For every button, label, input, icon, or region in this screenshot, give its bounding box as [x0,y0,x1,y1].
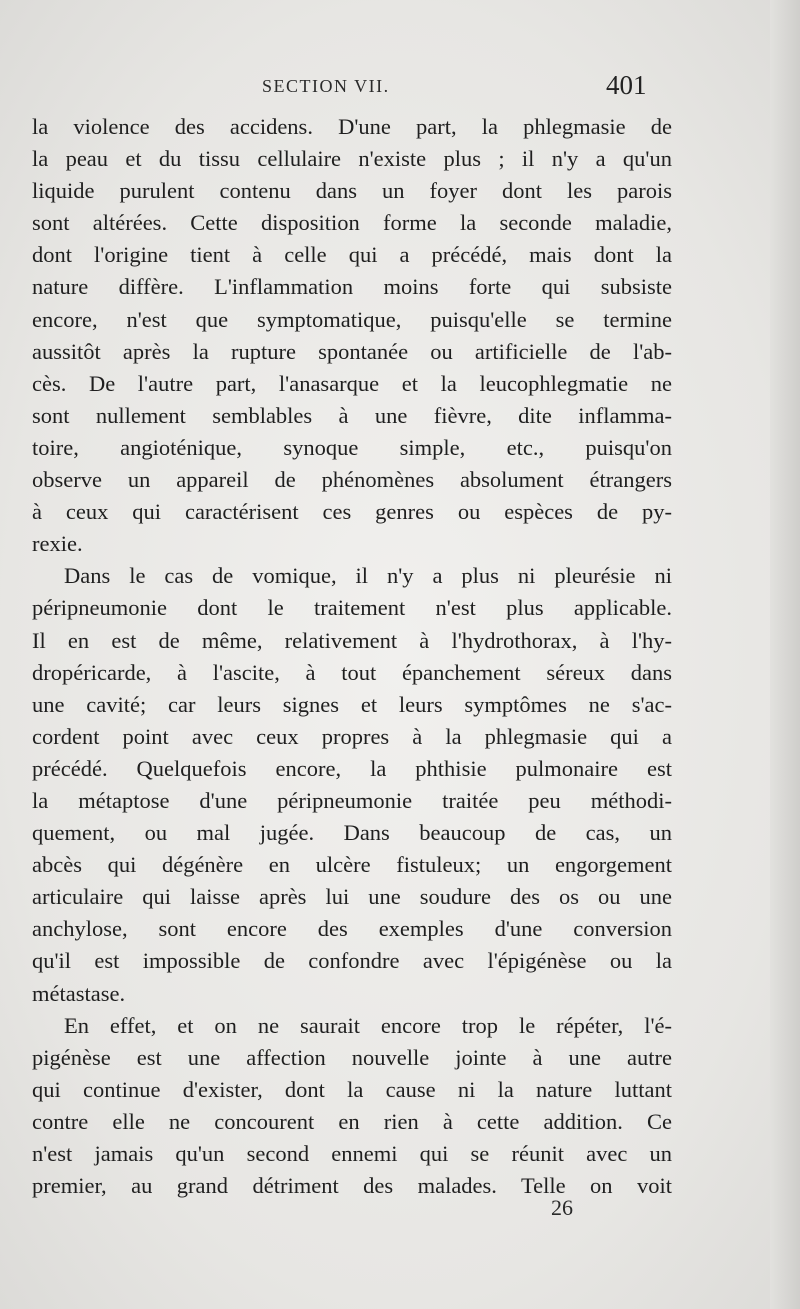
text-line: une cavité; car leurs signes et leurs symptômes ne s'ac- [32,691,672,717]
text-line: quement, ou mal jugée. Dans beaucoup de cas, un [32,820,672,846]
text-line: à ceux qui caractérisent ces genres ou espèces de py- [32,499,672,525]
text-line: liquide purulent contenu dans un foyer dont les parois [32,178,672,204]
text-line: qui continue d'exister, dont la cause ni la nature luttant [32,1076,672,1102]
signature-mark: 26 [551,1195,573,1220]
page-number: 401 [606,70,647,100]
text-line: nature diffère. L'inflammation moins forte qui subsiste [32,274,672,300]
text-line: abcès qui dégénère en ulcère fistuleux; un engorgement [32,852,672,878]
page-gutter [770,0,800,1309]
body-text [32,111,672,1202]
text-line: sont altérées. Cette disposition forme la seconde maladie, [32,210,672,236]
text-line: sont nullement semblables à une fièvre, dite inflamma- [32,402,672,428]
text-line: cès. De l'autre part, l'anasarque et la leucophlegmatie ne [32,370,672,396]
text-line: Dans le cas de vomique, il n'y a plus ni pleurésie ni [64,563,672,589]
text-line: pigénèse est une affection nouvelle jointe à une autre [32,1044,672,1070]
text-line: contre elle ne concourent en rien à cette addition. Ce [32,1108,672,1134]
text-line: la violence des accidens. D'une part, la phlegmasie de [32,114,672,139]
text-line: premier, au grand détriment des malades. Telle on voit [32,1173,672,1199]
text-line: toire, angioténique, synoque simple, etc., puisqu'on [32,434,672,460]
text-line: En effet, et on ne saurait encore trop le répéter, l'é- [64,1012,672,1038]
text-line: la métaptose d'une péripneumonie traitée peu méthodi- [32,787,672,813]
text-line: précédé. Quelquefois encore, la phthisie pulmonaire est [32,755,672,781]
text-line: dont l'origine tient à celle qui a précédé, mais dont la [32,242,672,268]
text-line: dropéricarde, à l'ascite, à tout épanchement séreux dans [32,659,672,685]
text-line: rexie. [32,531,83,557]
section-label: SECTION VII. [262,76,390,96]
text-line: métastase. [32,980,126,1006]
text-line: qu'il est impossible de confondre avec l'épigénèse ou la [32,948,672,974]
text-line: observe un appareil de phénomènes absolument étrangers [32,467,672,493]
text-line: péripneumonie dont le traitement n'est plus applicable. [32,595,672,621]
text-line: Il en est de même, relativement à l'hydrothorax, à l'hy- [32,627,672,653]
running-head [0,70,800,106]
text-line: encore, n'est que symptomatique, puisqu'elle se termine [32,306,672,332]
text-line: anchylose, sont encore des exemples d'une conversion [32,916,672,942]
text-line: cordent point avec ceux propres à la phlegmasie qui a [32,723,672,749]
text-line: n'est jamais qu'un second ennemi qui se réunit avec un [32,1141,672,1166]
text-line: aussitôt après la rupture spontanée ou artificielle de l'ab- [32,338,672,364]
text-line: articulaire qui laisse après lui une soudure des os ou une [32,884,672,910]
text-line: la peau et du tissu cellulaire n'existe plus ; il n'y a qu'un [32,146,672,172]
